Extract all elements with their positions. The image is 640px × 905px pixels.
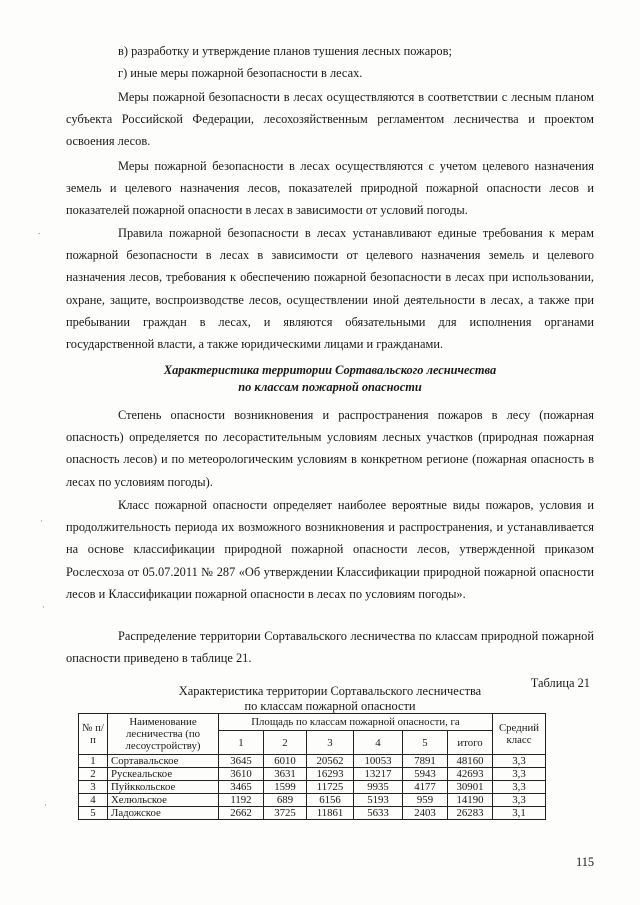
table-row [79, 781, 546, 794]
scan-speck: . [38, 226, 41, 236]
cell-class-1: 3645 [219, 755, 264, 768]
cell-total: 26283 [448, 807, 493, 820]
cell-total: 42693 [448, 768, 493, 781]
page-number: 115 [576, 855, 595, 869]
table-title-line-1: Характеристика территории Сортавальского лесничества [178, 684, 482, 698]
table-number: Таблица 21 [530, 676, 590, 690]
cell-class-5: 959 [403, 794, 448, 807]
cell-total: 30901 [448, 781, 493, 794]
cell-class-3: 11725 [307, 781, 354, 794]
section-heading-line-1: Характеристика территории Сортавальского лесничества [163, 363, 497, 377]
list-item-v: в) разработку и утверждение планов тушения лесных пожаров; [118, 44, 452, 58]
paragraph-3: Правила пожарной безопасности в лесах устанавливают единые требования к мерам пожарной безопасности в лесах в зависимости от целевого назначения земель и целевого назначения лесов, требования к обеспечению пожарной безопасности в лесах при использовании, охране, защите, воспроизводстве лесов, осуществлении иной деятельности в лесах, а также при пребывании граждан в лесах, и являются обязательными для исполнения органами государственной власти, а также юридическими лицами и гражданами. [66, 226, 594, 352]
paragraph-1: Меры пожарной безопасности в лесах осуществляются в соответствии с лесным планом субъекта Российской Федерации, лесохозяйственным регламентом лесничества и проектом освоения лесов. [66, 90, 594, 149]
cell-class-4: 10053 [354, 755, 403, 768]
cell-class-4: 5633 [354, 807, 403, 820]
section-heading-line-2: по классам пожарной опасности [238, 380, 422, 394]
row-number: 1 [79, 755, 108, 768]
row-number: 2 [79, 768, 108, 781]
forestry-name: Пуйккольское [108, 781, 219, 794]
cell-class-1: 1192 [219, 794, 264, 807]
cell-class-5: 2403 [403, 807, 448, 820]
cell-class-5: 5943 [403, 768, 448, 781]
scan-speck: · [44, 800, 47, 810]
cell-class-3: 20562 [307, 755, 354, 768]
row-number: 5 [79, 807, 108, 820]
cell-class-2: 6010 [264, 755, 307, 768]
paragraph-5: Класс пожарной опасности определяет наиболее вероятные виды пожаров, условия и продолжительность периода их возможного возникновения и распространения, и устанавливается на основе классификации природной пожарной опасности лесов, утвержденной приказом Рослесхоза от 05.07.2011 № 287 «Об утверждении Классификации природной пожарной опасности лесов и Классификации пожарной опасности в лесах по условиям погоды». [66, 498, 594, 601]
cell-total: 48160 [448, 755, 493, 768]
cell-class-2: 3631 [264, 768, 307, 781]
table-title-line-2: по классам пожарной опасности [244, 699, 416, 713]
paragraph-6: Распределение территории Сортавальского лесничества по классам природной пожарной опасности приведено в таблице 21. [66, 629, 594, 666]
cell-class-4: 13217 [354, 768, 403, 781]
cell-class-1: 3465 [219, 781, 264, 794]
row-number: 4 [79, 794, 108, 807]
scan-speck: · [40, 516, 43, 526]
header-class-3: 3 [307, 731, 354, 755]
cell-class-1: 3610 [219, 768, 264, 781]
cell-class-2: 3725 [264, 807, 307, 820]
cell-class-3: 11861 [307, 807, 354, 820]
list-item-g: г) иные меры пожарной безопасности в лесах. [118, 66, 363, 80]
cell-class-5: 7891 [403, 755, 448, 768]
cell-average-class: 3,3 [493, 755, 546, 768]
header-class-5: 5 [403, 731, 448, 755]
header-class-2: 2 [264, 731, 307, 755]
table-row [79, 768, 546, 781]
forestry-name: Ладожское [108, 807, 219, 820]
cell-average-class: 3,3 [493, 794, 546, 807]
table-row [79, 807, 546, 820]
cell-class-1: 2662 [219, 807, 264, 820]
paragraph-4: Степень опасности возникновения и распространения пожаров в лесу (пожарная опасность) определяется по лесорастительным условиям лесных участков (природная пожарная опасность лесов) и по метеорологическим условиям в конкретном регионе (пожарная опасность в лесах по условиям погоды). [66, 408, 594, 489]
table-row [79, 794, 546, 807]
cell-class-5: 4177 [403, 781, 448, 794]
cell-class-2: 689 [264, 794, 307, 807]
cell-class-4: 5193 [354, 794, 403, 807]
table-title [66, 684, 594, 714]
cell-class-4: 9935 [354, 781, 403, 794]
header-area: Площадь по классам пожарной опасности, га [219, 714, 493, 731]
cell-class-3: 6156 [307, 794, 354, 807]
cell-average-class: 3,1 [493, 807, 546, 820]
table-row [79, 755, 546, 768]
cell-class-3: 16293 [307, 768, 354, 781]
row-number: 3 [79, 781, 108, 794]
header-total: итого [448, 731, 493, 755]
header-class-1: 1 [219, 731, 264, 755]
cell-average-class: 3,3 [493, 781, 546, 794]
cell-total: 14190 [448, 794, 493, 807]
fire-class-table [78, 713, 546, 820]
forestry-name: Рускеальское [108, 768, 219, 781]
forestry-name: Сортавальское [108, 755, 219, 768]
paragraph-2: Меры пожарной безопасности в лесах осуществляются с учетом целевого назначения земель и целевого назначения лесов, показателей природной пожарной опасности лесов и показателей пожарной опасности в лесах в зависимости от условий погоды. [66, 159, 594, 218]
cell-average-class: 3,3 [493, 768, 546, 781]
scan-speck: · [42, 602, 45, 612]
header-average-class: Средний класс [493, 714, 546, 755]
forestry-name: Хелюльское [108, 794, 219, 807]
header-class-4: 4 [354, 731, 403, 755]
header-forestry-name: Наименование лесничества (по лесоустройству) [108, 714, 219, 755]
cell-class-2: 1599 [264, 781, 307, 794]
header-number: № п/п [79, 714, 108, 755]
